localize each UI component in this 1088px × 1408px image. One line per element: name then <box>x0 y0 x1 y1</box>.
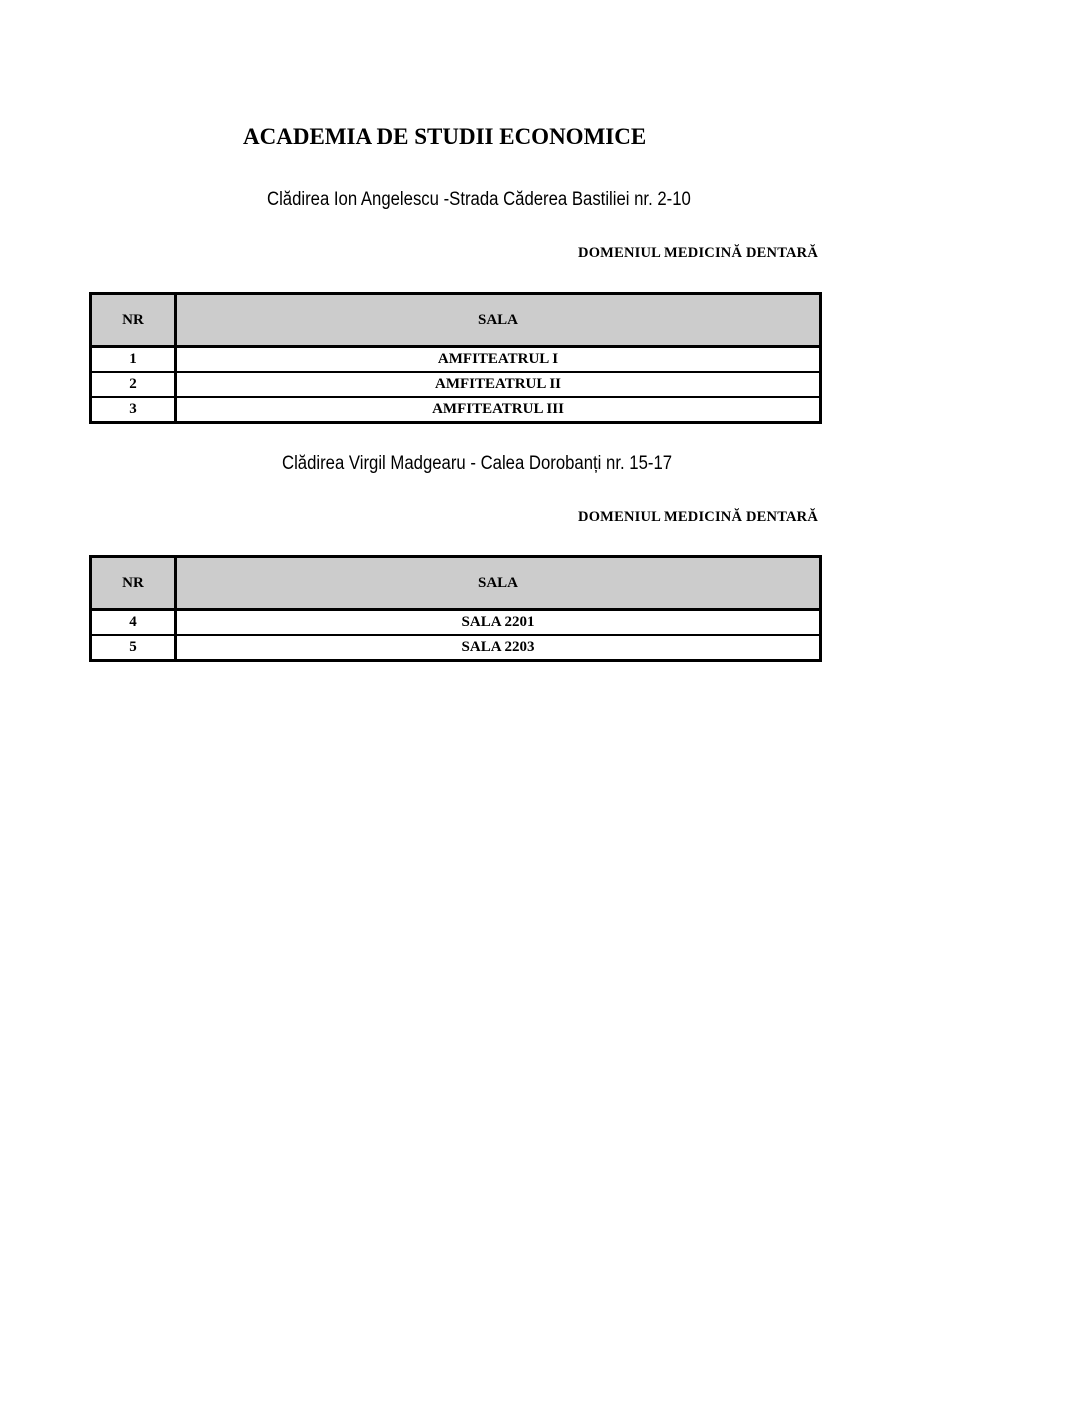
rooms-table <box>89 555 822 662</box>
cell-sala: SALA 2201 <box>176 610 821 636</box>
cell-nr: 5 <box>91 635 176 661</box>
table-row <box>91 397 821 423</box>
column-header-sala: SALA <box>176 294 821 347</box>
column-header-sala: SALA <box>176 557 821 610</box>
cell-nr: 3 <box>91 397 176 423</box>
column-header-nr: NR <box>91 294 176 347</box>
domain-heading: DOMENIUL MEDICINĂ DENTARĂ <box>578 509 818 525</box>
table-row <box>91 347 821 373</box>
cell-nr: 4 <box>91 610 176 636</box>
table-row <box>91 610 821 636</box>
page-title: ACADEMIA DE STUDII ECONOMICE <box>243 124 647 149</box>
rooms-table <box>89 292 822 424</box>
cell-sala: AMFITEATRUL I <box>176 347 821 373</box>
cell-nr: 1 <box>91 347 176 373</box>
domain-heading: DOMENIUL MEDICINĂ DENTARĂ <box>578 245 818 261</box>
table-row <box>91 635 821 661</box>
cell-nr: 2 <box>91 372 176 397</box>
cell-sala: AMFITEATRUL II <box>176 372 821 397</box>
building-address: Clădirea Virgil Madgearu - Calea Dorobanți nr. 15-17 <box>282 453 673 474</box>
column-header-nr: NR <box>91 557 176 610</box>
table-header-row <box>91 557 821 610</box>
cell-sala: AMFITEATRUL III <box>176 397 821 423</box>
building-address: Clădirea Ion Angelescu -Strada Căderea Bastiliei nr. 2-10 <box>267 189 691 210</box>
table-row <box>91 372 821 397</box>
cell-sala: SALA 2203 <box>176 635 821 661</box>
table-header-row <box>91 294 821 347</box>
